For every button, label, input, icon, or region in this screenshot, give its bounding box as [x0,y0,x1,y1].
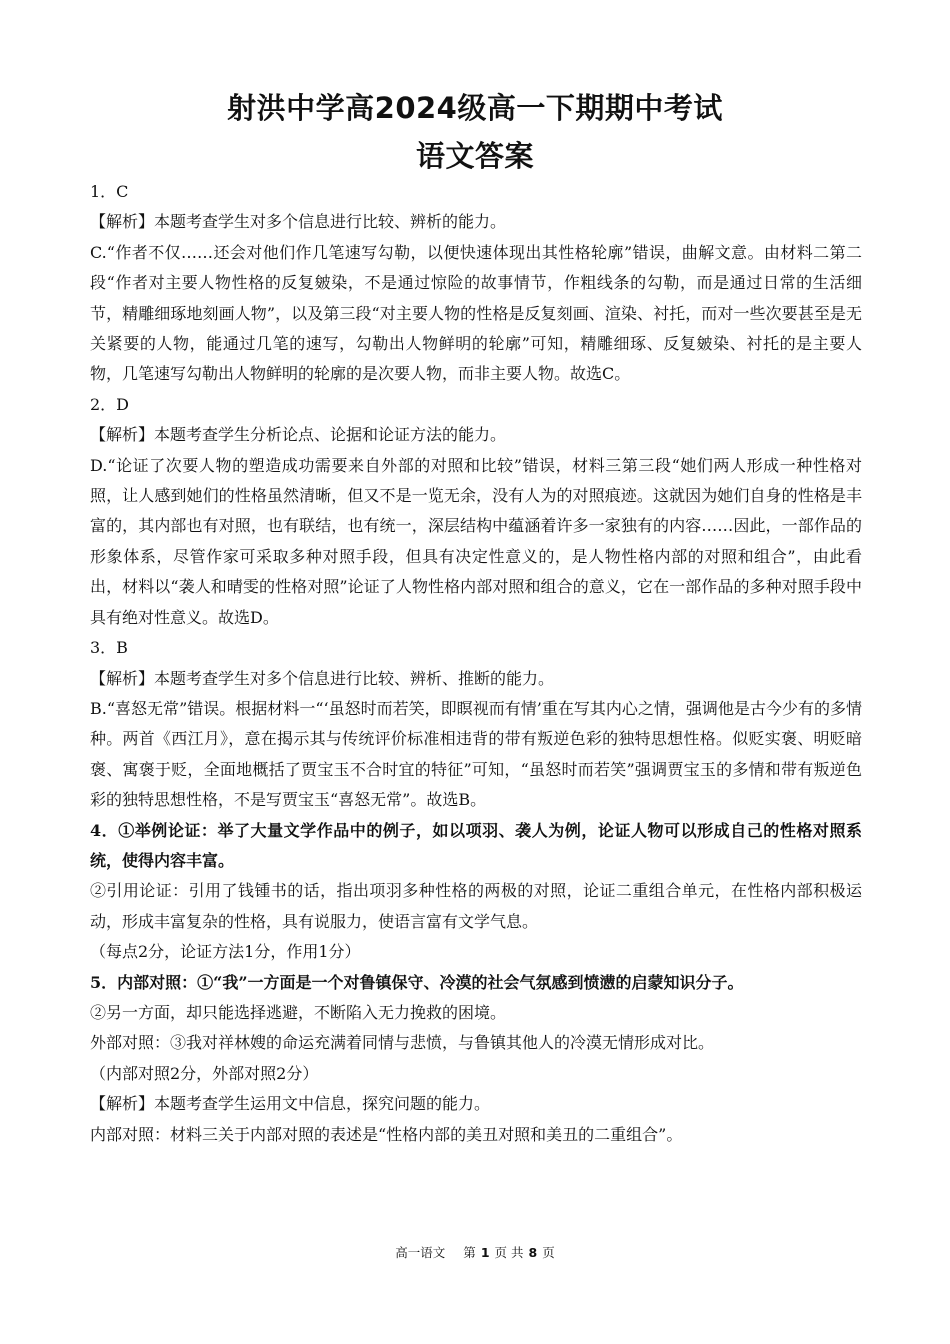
paragraph: 4．①举例论证：举了大量文学作品中的例子，如以项羽、袭人为例，论证人物可以形成自己的性格对照系统，使得内容丰富。 [90,820,862,870]
footer-page-prefix: 第 [463,1245,476,1260]
footer-page-number: 1 [480,1245,490,1260]
footer-subject: 高一语文 [395,1245,446,1260]
footer-total-pages: 8 [528,1245,538,1260]
footer-page-suffix: 页 [542,1245,555,1260]
paragraph: 外部对照：③我对祥林嫂的命运充满着同情与悲愤，与鲁镇其他人的冷漠无情形成对比。 [90,1033,715,1053]
paragraph: C.“作者不仅……还会对他们作几笔速写勾勒，以便快速体现出其性格轮廓”错误，曲解文意。由材料二第二段“作者对主要人物性格的反复皴染，不是通过惊险的故事情节，作粗线条的勾勒，而是通过日常的生活细节，精雕细琢地刻画人物”，以及第三段“对主要人物的性格是反复刻画、渲染、衬托，而对一些次要甚至是无关紧要的人物，能通过几笔的速写，勾勒出人物鲜明的轮廓”可知，精雕细琢、反复皴染、衬托的是主要人物，几笔速写勾勒出人物鲜明的轮廓的是次要人物，而非主要人物。故选C。 [90,242,862,384]
paragraph: 内部对照：材料三关于内部对照的表述是“性格内部的美丑对照和美丑的二重组合”。 [90,1124,683,1144]
paragraph: D.“论证了次要人物的塑造成功需要来自外部的对照和比较”错误，材料三第三段“她们两人形成一种性格对照，让人感到她们的性格虽然清晰，但又不是一览无余，没有人为的对照痕迹。这就因为她们自身的性格是丰富的，其内部也有对照，也有联结，也有统一，深层结构中蕴涵着许多一家独有的内容……因此，一部作品的形象体系，尽管作家可采取多种对照手段，但具有决定性意义的，是人物性格内部的对照和组合”，由此看出，材料以“袭人和晴雯的性格对照”论证了人物性格内部对照和组合的意义，它在一部作品的多种对照手段中具有绝对性意义。故选D。 [90,455,862,627]
paragraph: 【解析】本题考查学生对多个信息进行比较、辨析的能力。 [90,212,507,232]
paragraph: （内部对照2分，外部对照2分） [90,1063,319,1083]
paragraph: 2．D [90,394,130,414]
paragraph: 【解析】本题考查学生对多个信息进行比较、辨析、推断的能力。 [90,668,555,688]
paragraph: ②另一方面，却只能选择逃避，不断陷入无力挽救的困境。 [90,1002,507,1022]
page-footer [0,1243,950,1263]
paragraph: 【解析】本题考查学生分析论点、论据和论证方法的能力。 [90,425,507,445]
paragraph: 1．C [90,182,129,201]
footer-page-mid: 页 共 [494,1245,524,1260]
answer-content [90,177,862,1150]
paragraph: 3．B [90,638,128,658]
paragraph: 【解析】本题考查学生运用文中信息，探究问题的能力。 [90,1094,491,1114]
paragraph: B.“喜怒无常”错误。根据材料一“‘虽怒时而若笑，即瞑视而有情’重在写其内心之情，强调他是古今少有的多情种。两首《西江月》，意在揭示其与传统评价标准相违背的带有叛逆色彩的独特思想性格。似贬实褒、明贬暗褒、寓褒于贬，全面地概括了贾宝玉不合时宜的特征”可知，“虽怒时而若笑”强调贾宝玉的多情和带有叛逆色彩的独特思想性格，不是写贾宝玉“喜怒无常”。故选B。 [90,698,862,810]
paragraph: 5．内部对照：①“我”一方面是一个对鲁镇保守、冷漠的社会气氛感到愤懑的启蒙知识分子。 [90,972,744,992]
page-subtitle: 语文答案 [415,139,534,173]
paragraph: ②引用论证：引用了钱锺书的话，指出项羽多种性格的两极的对照，论证二重组合单元，在性格内部积极运动，形成丰富复杂的性格，具有说服力，使语言富有文学气息。 [90,881,862,931]
page-title: 射洪中学高2024级高一下期期中考试 [227,91,723,125]
paragraph: （每点2分，论证方法1分，作用1分） [90,942,361,962]
